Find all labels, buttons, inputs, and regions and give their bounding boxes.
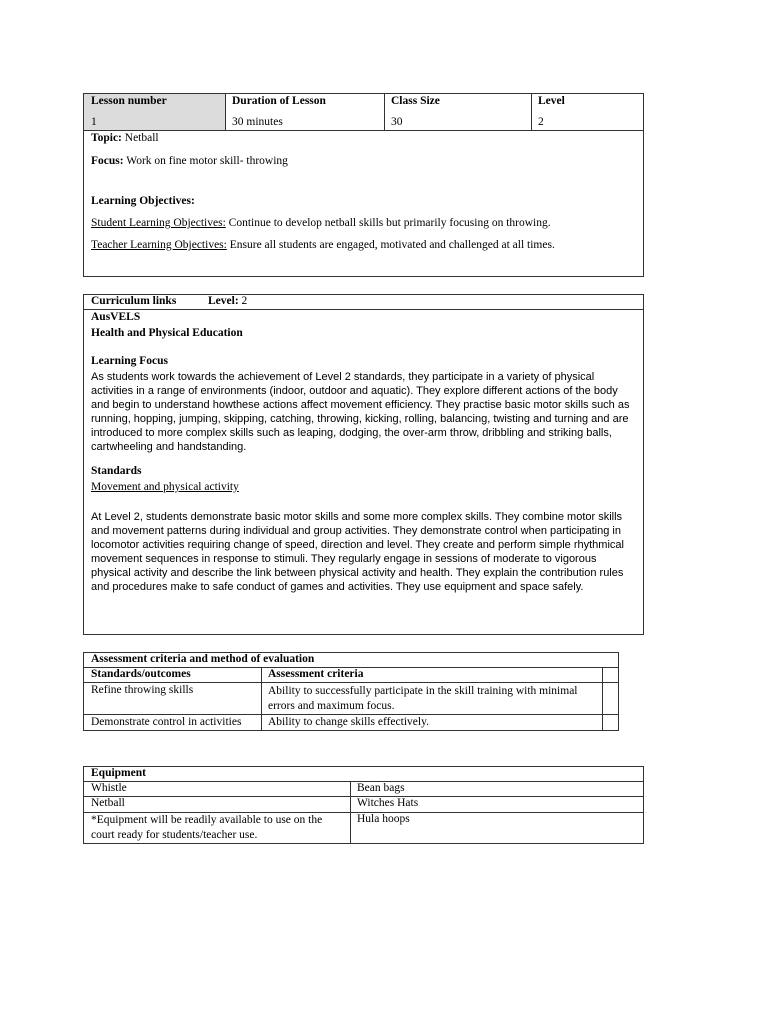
teacher-objectives-label: Teacher Learning Objectives: xyxy=(91,239,227,251)
col-header-class-size: Class Size xyxy=(391,95,440,107)
student-objectives-value: Continue to develop netball skills but primarily focusing on throwing. xyxy=(228,217,551,229)
level-value: 2 xyxy=(538,116,544,128)
learning-objectives-heading: Learning Objectives: xyxy=(91,195,195,207)
equipment-title: Equipment xyxy=(91,767,146,779)
col-header-duration: Duration of Lesson xyxy=(232,95,326,107)
equipment-item: Bean bags xyxy=(357,782,405,794)
col-header-level: Level xyxy=(538,95,565,107)
assessment-col-outcomes: Standards/outcomes xyxy=(91,668,191,680)
equipment-item: Whistle xyxy=(91,782,127,794)
learning-focus-heading: Learning Focus xyxy=(91,355,168,367)
standards-text: At Level 2, students demonstrate basic motor skills and some more complex skills. They combine motor skills and movement patterns during individual and group activities. They demonstrate control when participating in locomotor activities requiring change of speed, direction and level. They create and perform simple rhythmical movement sequences in response to stimuli. They regularly engage in sessions of moderate to vigorous physical activity and describe the link between physical activity and health. They explain the contribution rules and procedures make to safe conduct of games and activities. They use equipment and space safely. xyxy=(91,511,624,593)
framework-name: AusVELS xyxy=(91,311,141,323)
teacher-objectives-value: Ensure all students are engaged, motivated and challenged at all times. xyxy=(229,239,555,251)
topic-label: Topic: xyxy=(91,132,122,144)
standards-heading: Standards xyxy=(91,465,142,477)
curriculum-level-line xyxy=(208,295,247,307)
assessment-col-criteria: Assessment criteria xyxy=(268,668,364,680)
focus-label: Focus: xyxy=(91,155,124,167)
curriculum-domain: Health and Physical Education xyxy=(91,327,243,339)
curriculum-links-label: Curriculum links xyxy=(91,295,177,307)
focus-line xyxy=(91,155,288,167)
assessment-title: Assessment criteria and method of evaluation xyxy=(91,653,315,665)
equipment-note: *Equipment will be readily available to use on the court ready for students/teacher use. xyxy=(91,814,323,841)
class-size-value: 30 xyxy=(391,116,403,128)
curriculum-level-label: Level: xyxy=(208,295,239,307)
topic-line xyxy=(91,132,159,144)
topic-value: Netball xyxy=(124,132,159,144)
assessment-row-1-criteria: Ability to successfully participate in the skill training with minimal errors and maximum focus. xyxy=(268,685,578,712)
equipment-item: Witches Hats xyxy=(357,797,419,809)
assessment-row-1-outcome: Refine throwing skills xyxy=(91,684,194,696)
assessment-row-2-criteria: Ability to change skills effectively. xyxy=(268,716,429,728)
teacher-objectives-line xyxy=(91,239,555,251)
curriculum-level-value: 2 xyxy=(241,295,248,307)
equipment-item: Hula hoops xyxy=(357,813,410,825)
col-header-lesson-number: Lesson number xyxy=(91,95,167,107)
focus-value: Work on fine motor skill- throwing xyxy=(126,155,288,167)
standards-subheading: Movement and physical activity xyxy=(91,481,239,493)
student-objectives-label: Student Learning Objectives: xyxy=(91,217,226,229)
learning-focus-text: As students work towards the achievement of Level 2 standards, they participate in a variety of physical activities in a range of environments (indoor, outdoor and aquatic). They explore different actions of the body and begin to understand howthese actions affect movement efficiency. They practise basic motor skills such as running, hopping, jumping, skipping, catching, throwing, kicking, rolling, balancing, twisting and turning and are introduced to more complex skills such as leaping, dodging, the over-arm throw, dribbling and striking balls, cartwheeling and handstanding. xyxy=(91,371,630,453)
assessment-row-2-outcome: Demonstrate control in activities xyxy=(91,716,242,728)
student-objectives-line xyxy=(91,217,551,229)
duration-value: 30 minutes xyxy=(232,116,283,128)
equipment-item: Netball xyxy=(91,797,125,809)
lesson-number-value: 1 xyxy=(91,116,97,128)
